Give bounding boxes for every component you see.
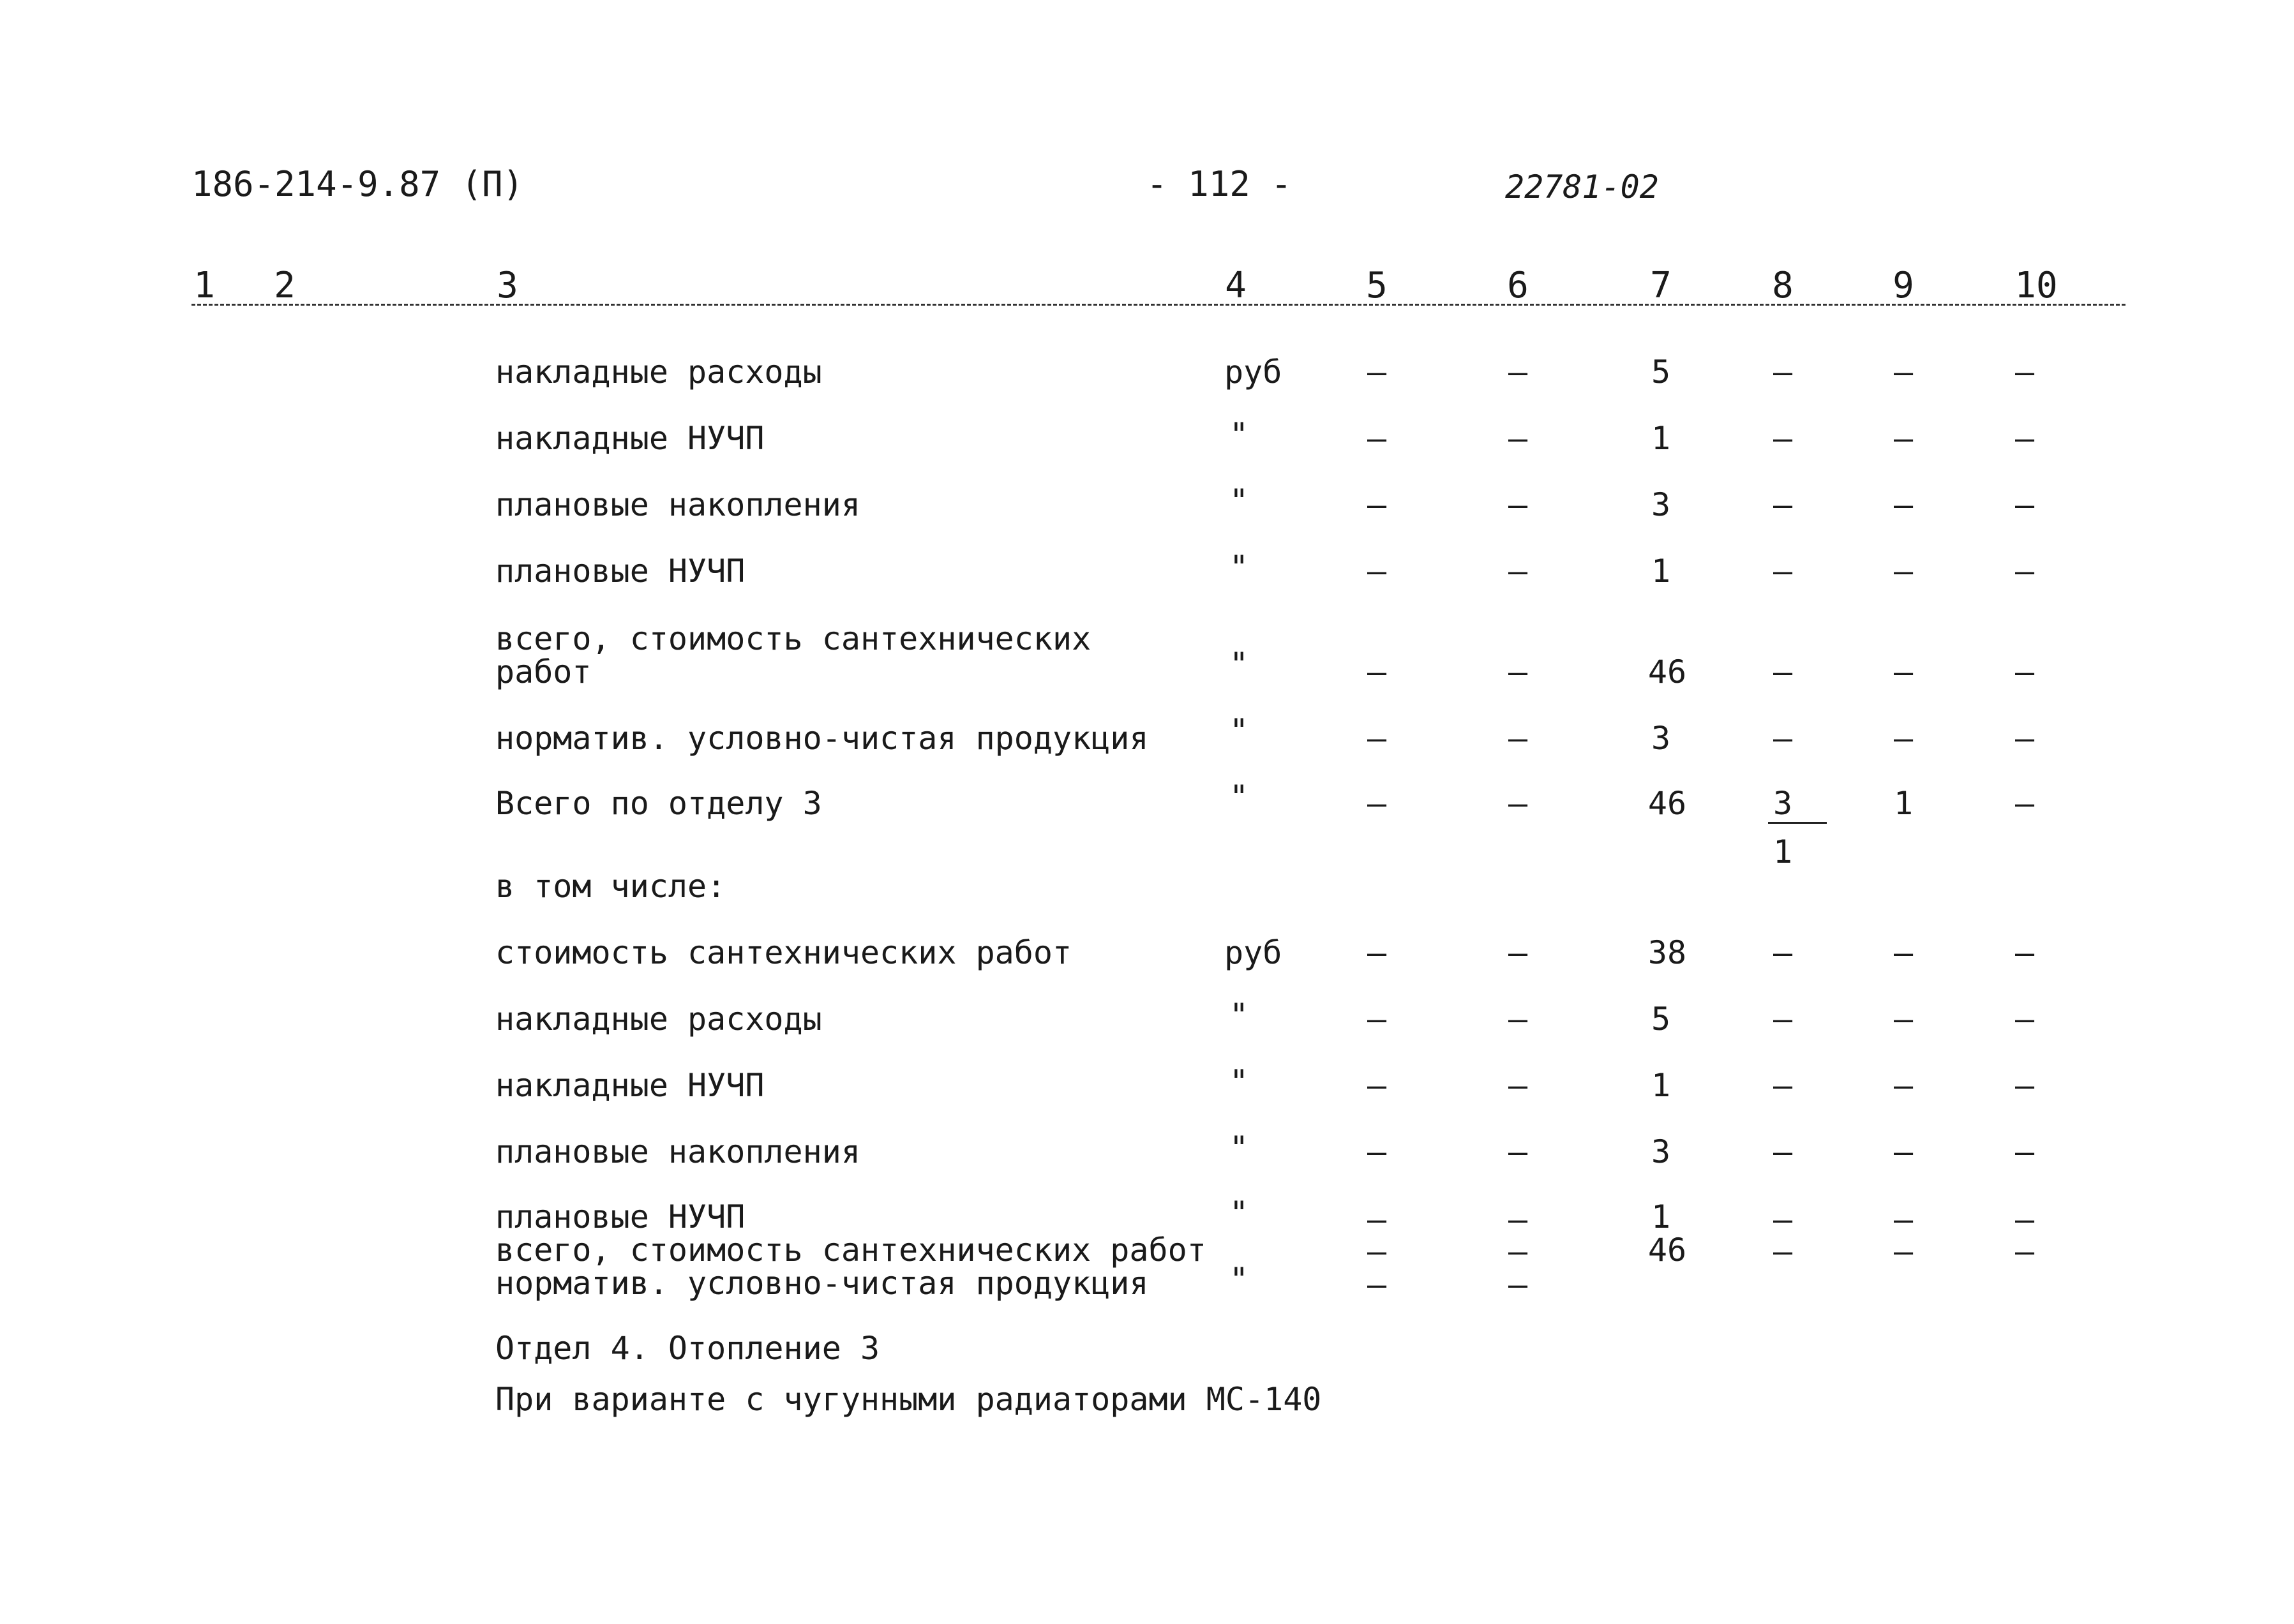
row-label: накладные расходы [495, 354, 822, 391]
cell: – [1367, 653, 1387, 690]
cell: – [1893, 1201, 1914, 1238]
cell: – [2014, 785, 2035, 822]
cell: – [1367, 1133, 1387, 1170]
column-number: 7 [1650, 265, 1672, 306]
unit-cell: " [1229, 712, 1249, 749]
cell: – [1773, 1133, 1793, 1170]
cell: – [1773, 553, 1793, 590]
row-label: плановые накопления [495, 1133, 860, 1170]
cell: – [1508, 1201, 1528, 1238]
cell: – [1367, 1233, 1387, 1270]
row-label: норматив. условно-чистая продукция [495, 720, 1149, 757]
cell: – [1508, 486, 1528, 523]
cell: – [1773, 934, 1793, 971]
cell: 1 [1651, 1067, 1671, 1104]
unit-cell: руб [1224, 934, 1282, 971]
cell: 46 [1647, 1232, 1687, 1269]
cell: – [2014, 1233, 2035, 1270]
cell: – [2014, 420, 2035, 457]
fraction-bar [1768, 822, 1827, 824]
cell: – [2014, 720, 2035, 757]
cell: – [1367, 720, 1387, 757]
subheading: в том числе: [495, 868, 726, 905]
row-label-line2: работ [495, 653, 592, 690]
row-label: плановые НУЧП [495, 1198, 746, 1235]
cell: – [1893, 420, 1914, 457]
cell: – [1367, 420, 1387, 457]
cell: – [1773, 1201, 1793, 1238]
column-number: 10 [2014, 265, 2058, 306]
cell: – [1773, 1233, 1793, 1270]
cell: 3 [1651, 1133, 1671, 1170]
section-title: Отдел 4. Отопление 3 [495, 1330, 880, 1367]
cell: – [1508, 1133, 1528, 1170]
cell: 38 [1647, 934, 1687, 971]
cell: – [1508, 1067, 1528, 1104]
unit-cell: " [1229, 778, 1249, 816]
cell: – [2014, 553, 2035, 590]
cell: 3 [1651, 486, 1671, 523]
section-subtitle: При варианте с чугунными радиаторами МС-140 [495, 1381, 1322, 1418]
series-code: 22781-02 [1505, 168, 1659, 205]
cell: – [1508, 653, 1528, 690]
cell: – [1893, 720, 1914, 757]
cell: – [2014, 1201, 2035, 1238]
cell: – [1773, 653, 1793, 690]
cell: – [2014, 1001, 2035, 1038]
cell: – [1893, 1233, 1914, 1270]
cell: – [1508, 934, 1528, 971]
doc-code: 186-214-9.87 (П) [191, 164, 524, 204]
cell: – [1508, 785, 1528, 822]
cell: – [1773, 1067, 1793, 1104]
cell: – [1893, 1001, 1914, 1038]
cell: – [2014, 354, 2035, 391]
cell: – [1508, 1266, 1528, 1303]
cell: – [1508, 720, 1528, 757]
cell: – [1893, 486, 1914, 523]
column-number: 2 [274, 265, 296, 306]
cell: – [1367, 934, 1387, 971]
row-label: стоимость сантехнических работ [495, 934, 1072, 971]
unit-cell: " [1229, 1195, 1249, 1232]
cell: – [1367, 553, 1387, 590]
cell: 5 [1651, 354, 1671, 391]
cell: – [1508, 1233, 1528, 1270]
cell: 1 [1893, 785, 1914, 822]
unit-cell: " [1229, 1063, 1249, 1100]
cell: 46 [1647, 653, 1687, 690]
cell: – [1773, 486, 1793, 523]
row-label: накладные расходы [495, 1001, 822, 1038]
cell: – [1893, 354, 1914, 391]
cell: 3 [1651, 720, 1671, 757]
unit-cell: " [1229, 1261, 1249, 1298]
cell: – [1367, 1201, 1387, 1238]
unit-cell: " [1229, 416, 1249, 453]
unit-cell: " [1229, 646, 1249, 683]
cell: – [2014, 1133, 2035, 1170]
cell: 1 [1651, 553, 1671, 590]
column-number: 3 [497, 265, 518, 306]
column-number: 5 [1366, 265, 1388, 306]
cell: – [1893, 934, 1914, 971]
cell: – [1893, 653, 1914, 690]
cell: – [1367, 486, 1387, 523]
cell: – [1893, 1133, 1914, 1170]
cell: – [1508, 553, 1528, 590]
unit-cell: " [1229, 1129, 1249, 1166]
cell: 3 [1773, 785, 1793, 822]
cell: – [2014, 653, 2035, 690]
cell: 46 [1647, 785, 1687, 822]
unit-cell: " [1229, 997, 1249, 1034]
cell: – [1367, 1266, 1387, 1303]
cell: – [1508, 420, 1528, 457]
cell: – [1367, 785, 1387, 822]
cell: 5 [1651, 1001, 1671, 1038]
cell: – [2014, 934, 2035, 971]
cell-subvalue: 1 [1773, 833, 1793, 870]
cell: – [1367, 1067, 1387, 1104]
column-number: 8 [1772, 265, 1794, 306]
column-number: 1 [193, 265, 215, 306]
row-label: плановые НУЧП [495, 553, 746, 590]
column-number: 6 [1507, 265, 1529, 306]
column-number: 9 [1893, 265, 1914, 306]
cell: – [1893, 553, 1914, 590]
cell: – [1508, 354, 1528, 391]
row-label: Всего по отделу 3 [495, 785, 822, 822]
unit-cell: " [1229, 549, 1249, 586]
cell: – [2014, 1067, 2035, 1104]
cell: – [1773, 354, 1793, 391]
cell: – [1773, 420, 1793, 457]
row-label: плановые накопления [495, 486, 860, 523]
cell: – [2014, 486, 2035, 523]
unit-cell: руб [1224, 354, 1282, 391]
cell: – [1773, 1001, 1793, 1038]
unit-cell: " [1229, 482, 1249, 519]
cell: 1 [1651, 420, 1671, 457]
cell: – [1508, 1001, 1528, 1038]
page-number: - 112 - [1146, 164, 1292, 204]
column-number: 4 [1225, 265, 1247, 306]
row-label-line1: всего, стоимость сантехнических [495, 620, 1091, 657]
cell: – [1893, 1067, 1914, 1104]
cell: – [1773, 720, 1793, 757]
row-label: накладные НУЧП [495, 1067, 765, 1104]
cell: – [1367, 1001, 1387, 1038]
row-label: норматив. условно-чистая продукция [495, 1265, 1149, 1302]
cell: 1 [1651, 1198, 1671, 1235]
row-label: всего, стоимость сантехнических работ [495, 1232, 1206, 1269]
header-rule [191, 304, 2125, 306]
row-label: накладные НУЧП [495, 420, 765, 457]
cell: – [1367, 354, 1387, 391]
